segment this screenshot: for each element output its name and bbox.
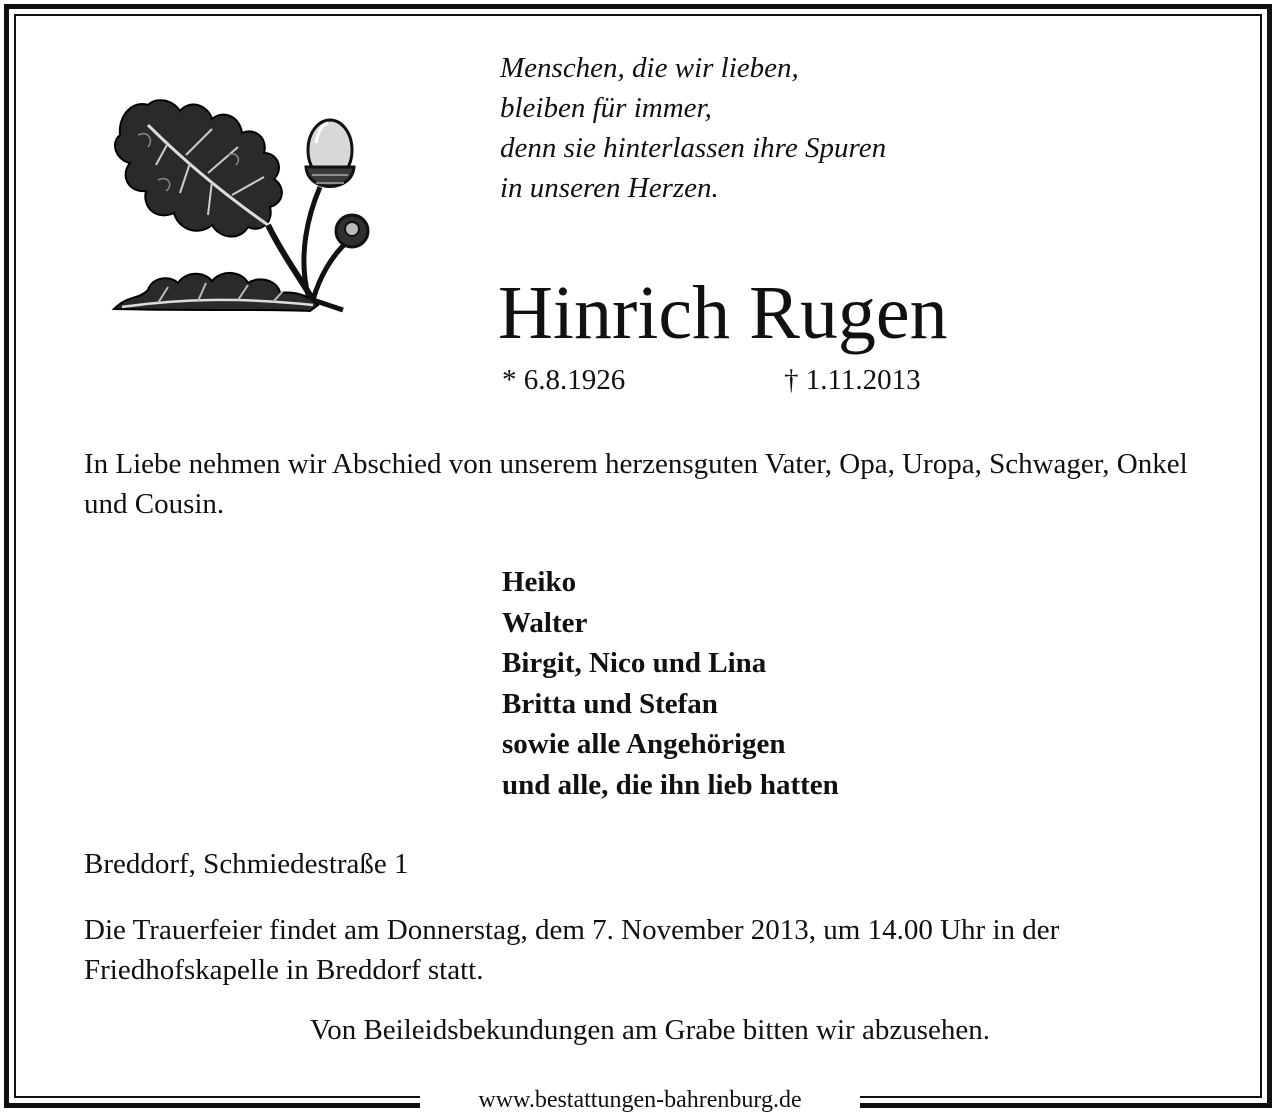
footer-url[interactable]: www.bestattungen-bahrenburg.de <box>478 1087 802 1113</box>
birth-date: * 6.8.1926 <box>502 364 626 396</box>
address: Breddorf, Schmiedestraße 1 <box>84 848 409 880</box>
mourner-entry: sowie alle Angehörigen <box>502 728 786 760</box>
mourner-entry: Heiko <box>502 566 577 598</box>
mourner-entry: und alle, die ihn lieb hatten <box>502 768 839 801</box>
mourner-entry: Walter <box>502 606 588 639</box>
condolence-note: Von Beileidsbekundungen am Grabe bitten wir abzusehen. <box>310 1014 990 1046</box>
mourner-entry: Birgit, Nico und Lina <box>502 647 767 679</box>
farewell-text: In Liebe nehmen wir Abschied von unserem herzensguten Vater, Opa, Uropa, Schwager, Onkel und Cousin. <box>84 448 1188 520</box>
death-date: † 1.11.2013 <box>784 364 921 396</box>
mourner-entry: Britta und Stefan <box>502 687 718 720</box>
oak-leaf-acorn-icon <box>108 95 378 315</box>
poem-line: denn sie hinterlassen ihre Spuren <box>500 132 887 164</box>
poem-line: bleiben für immer, <box>500 92 712 124</box>
deceased-name: Hinrich Rugen <box>498 271 948 355</box>
mourners-list <box>502 562 839 805</box>
poem-line: in unseren Herzen. <box>500 172 719 204</box>
poem-line: Menschen, die wir lieben, <box>500 52 799 84</box>
service-info: Die Trauerfeier findet am Donnerstag, dem 7. November 2013, um 14.00 Uhr in der Friedhofskapelle in Breddorf statt. <box>84 914 1060 986</box>
poem <box>500 48 886 208</box>
